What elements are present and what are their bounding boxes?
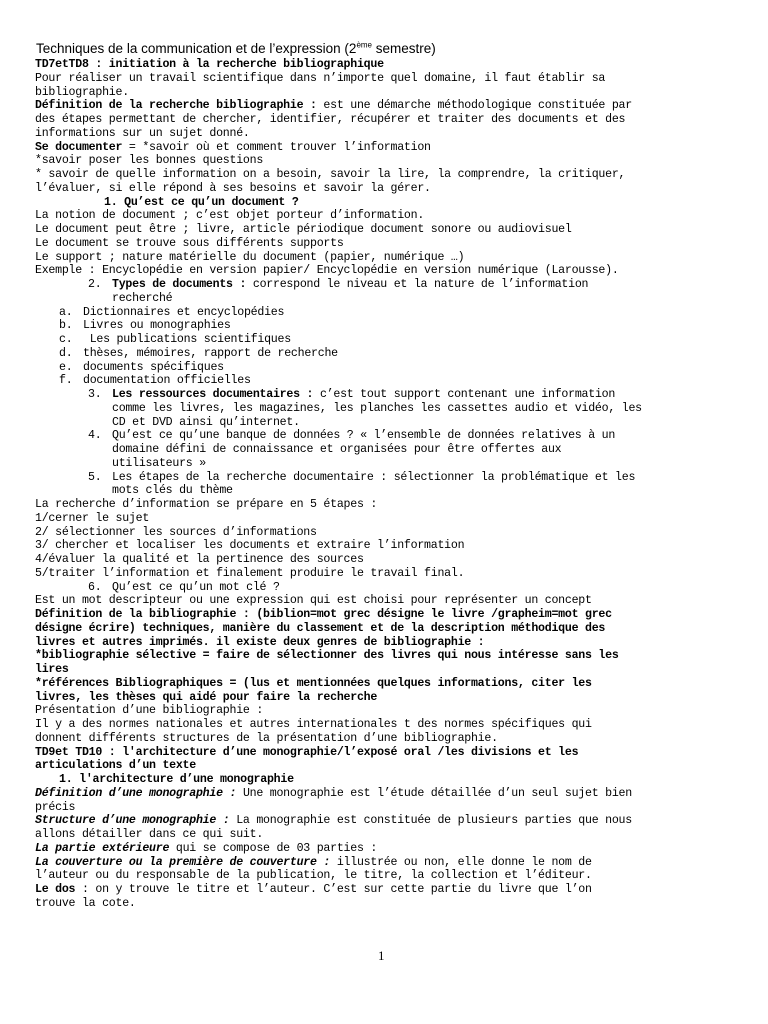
question-4-continuation: domaine défini de connaissance et organisées pour être offertes aux xyxy=(112,443,562,456)
question-3-continuation: CD et DVD ainsi qu’internet. xyxy=(112,415,300,429)
type-item: d. thèses, mémoires, rapport de recherche xyxy=(59,346,338,360)
structure-monographie-cont: allons détailler dans ce qui suit. xyxy=(35,828,264,841)
bibliographie-line: désigne écrire) techniques, manière du classement et de la description méthodique des xyxy=(35,621,606,635)
type-item: f. documentation officielles xyxy=(59,374,251,388)
bibliographie-line: Définition de la bibliographie : (biblion=mot grec désigne le livre /grapheim=mot grec xyxy=(35,608,612,621)
le-dos: Le dos : on y trouve le titre et l’auteur. C’est sur cette partie du livre que l’on xyxy=(35,883,592,896)
question-5: 5. Les étapes de la recherche documentaire : sélectionner la problématique et les xyxy=(88,470,636,484)
step-item: 5/traiter l’information et finalement produire le travail final. xyxy=(35,566,465,580)
question-3: 3. Les ressources documentaires : c’est tout support contenant une information xyxy=(88,388,616,401)
definition-line: des étapes permettant de chercher, identifier, récupérer et traiter des documents et des xyxy=(35,113,626,126)
partie-exterieure: La partie extérieure qui se compose de 03 parties : xyxy=(35,841,378,855)
body-line: Le document peut être ; livre, article périodique document sonore ou audiovisuel xyxy=(35,223,572,236)
section-heading-td9-td10: TD9et TD10 : l'architecture d’une monographie/l’exposé oral /les divisions et les xyxy=(35,745,579,759)
documenter-line: l’évaluer, si elle répond à ses besoins et savoir la gérer. xyxy=(35,181,431,195)
couverture-cont: l’auteur ou du responsable de la publication, le titre, la collection et l’éditeur. xyxy=(35,869,592,883)
definition-monographie: Définition d’une monographie : Une monographie est l’étude détaillée d’un seul sujet bien xyxy=(35,786,632,800)
page-title: Techniques de la communication et de l’expression (2ème semestre) xyxy=(36,40,436,56)
definition-monographie-cont: précis xyxy=(35,800,76,814)
type-item: a. Dictionnaires et encyclopédies xyxy=(59,305,285,319)
bibliographie-line: livres, les thèses qui aidé pour faire la recherche xyxy=(35,690,378,704)
document-body xyxy=(35,58,735,911)
structure-monographie: Structure d’une monographie : La monographie est constituée de plusieurs parties que nous xyxy=(35,814,632,828)
type-item: e. documents spécifiques xyxy=(59,360,224,374)
step-item: 3/ chercher et localiser les documents et extraire l’information xyxy=(35,539,465,553)
bibliographie-line: *bibliographie sélective = faire de sélectionner des livres qui nous intéresse sans les xyxy=(35,649,619,663)
question-6-answer: Est un mot descripteur ou une expression qui est choisi pour représenter un concept xyxy=(35,594,592,608)
intro-line: Pour réaliser un travail scientifique dans n’importe quel domaine, il faut établir sa xyxy=(35,71,606,85)
le-dos-cont: trouve la cote. xyxy=(35,896,136,910)
intro-line: bibliographie. xyxy=(35,85,129,99)
body-line: Le document se trouve sous différents supports xyxy=(35,236,344,250)
documenter-line: *savoir poser les bonnes questions xyxy=(35,154,264,168)
type-item: b. Livres ou monographies xyxy=(59,319,231,333)
question-1: 1. Qu’est ce qu’un document ? xyxy=(104,195,299,209)
bibliographie-line: livres et autres imprimés. il existe deux genres de bibliographie : xyxy=(35,635,485,649)
step-item: 1/cerner le sujet xyxy=(35,511,150,525)
body-line: La notion de document ; c’est objet porteur d’information. xyxy=(35,209,425,223)
question-2-continuation: recherché xyxy=(112,291,173,305)
step-item: 4/évaluer la qualité et la pertinence des sources xyxy=(35,553,364,566)
bibliographie-line: lires xyxy=(35,663,69,676)
section-heading-td7-td8: TD7etTD8 : initiation à la recherche bibliographique xyxy=(35,58,384,71)
type-item: c. Les publications scientifiques xyxy=(59,333,291,346)
presentation-line: Présentation d’une bibliographie : xyxy=(35,704,264,718)
presentation-line: donnent différents structures de la présentation d’une bibliographie. xyxy=(35,731,498,745)
page-number: 1 xyxy=(378,948,385,963)
question-5-continuation: mots clés du thème xyxy=(112,484,233,498)
step-item: 2/ sélectionner les sources d’informations xyxy=(35,525,317,539)
se-documenter: Se documenter = *savoir où et comment trouver l’information xyxy=(35,140,431,154)
question-3-continuation: comme les livres, les magazines, les planches les cassettes audio et vidéo, les xyxy=(112,401,642,415)
question-2: 2. Types de documents : correspond le niveau et la nature de l’information xyxy=(88,278,589,291)
definition-recherche: Définition de la recherche bibliographie : est une démarche méthodologique constituée par xyxy=(35,99,632,113)
subsection-architecture: 1. l'architecture d’une monographie xyxy=(59,773,294,786)
section-heading-td9-td10: articulations d’un texte xyxy=(35,759,196,773)
bibliographie-line: *références Bibliographiques = (lus et mentionnées quelques informations, citer les xyxy=(35,676,592,690)
couverture: La couverture ou la première de couverture : illustrée ou non, elle donne le nom de xyxy=(35,855,592,869)
question-4-continuation: utilisateurs » xyxy=(112,456,206,470)
steps-intro: La recherche d’information se prépare en 5 étapes : xyxy=(35,498,378,511)
definition-line: informations sur un sujet donné. xyxy=(35,126,250,140)
question-4: 4. Qu’est ce qu’une banque de données ? « l’ensemble de données relatives à un xyxy=(88,429,616,443)
question-6: 6. Qu’est ce qu’un mot clé ? xyxy=(88,580,280,594)
title-superscript: ème xyxy=(356,40,372,50)
body-line: Exemple : Encyclopédie en version papier/ Encyclopédie en version numérique (Larousse). xyxy=(35,264,619,278)
documenter-line: * savoir de quelle information on a besoin, savoir la lire, la comprendre, la critiquer, xyxy=(35,168,626,181)
presentation-line: Il y a des normes nationales et autres internationales t des normes spécifiques qui xyxy=(35,718,592,731)
body-line: Le support ; nature matérielle du document (papier, numérique …) xyxy=(35,250,465,264)
